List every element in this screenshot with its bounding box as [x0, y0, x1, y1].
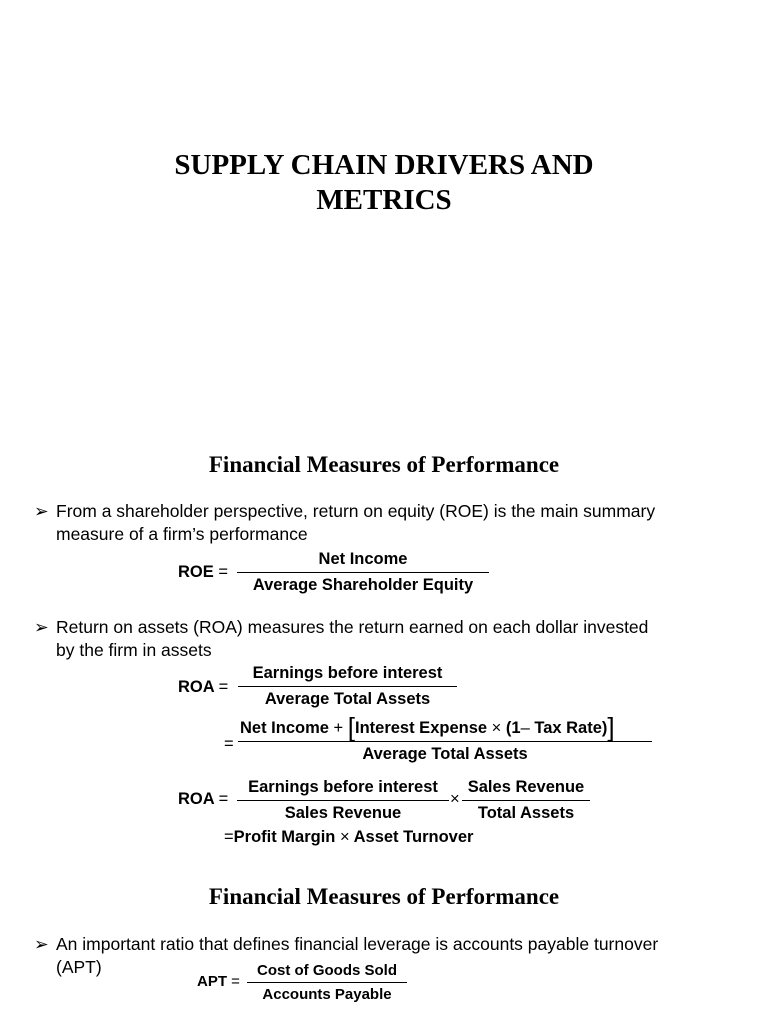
apt-denominator: Accounts Payable — [262, 986, 392, 1003]
roa2-tax-rate: Tax Rate) — [534, 719, 608, 737]
roa-formula-4 — [224, 828, 473, 847]
roa3-fraction-2 — [462, 778, 590, 823]
bullet-apt-line1: An important ratio that defines financial leverage is accounts payable turnover — [56, 934, 659, 954]
bullet-roe-line2: measure of a firm’s performance — [56, 524, 308, 544]
roa-fraction-1 — [238, 664, 457, 709]
roa3-frac1-numerator: Earnings before interest — [248, 778, 438, 796]
roa3-frac2-numerator: Sales Revenue — [467, 778, 585, 796]
roa-formula-2 — [224, 712, 754, 783]
roa4-times: × — [339, 828, 350, 846]
roa-label: ROA — [178, 678, 215, 696]
roe-formula — [178, 550, 758, 610]
apt-equals: = — [231, 973, 240, 990]
bullet-roa-line1: Return on assets (ROA) measures the return earned on each dollar invested — [56, 617, 649, 637]
apt-numerator: Cost of Goods Sold — [257, 962, 397, 979]
roa-numerator-1: Earnings before interest — [252, 664, 443, 682]
roa2-net-income: Net Income — [240, 719, 329, 737]
roa3-equals: = — [218, 790, 229, 808]
roa-fraction-2 — [238, 712, 652, 764]
roe-denominator: Average Shareholder Equity — [252, 576, 474, 594]
roa3-times: × — [450, 790, 460, 808]
apt-label: APT — [197, 973, 227, 990]
slide-title — [0, 148, 768, 218]
section-heading-2: Financial Measures of Performance — [208, 884, 560, 909]
slide-title-line2: METRICS — [316, 184, 452, 216]
roa3-fraction-1 — [237, 778, 449, 823]
roa3-frac1-denominator: Sales Revenue — [284, 804, 402, 822]
bullet-arrow-icon: ➢ — [34, 617, 49, 637]
bullet-roa — [34, 616, 744, 662]
roe-label: ROE — [178, 563, 214, 581]
bullet-roa-line2: by the firm in assets — [56, 640, 212, 660]
bullet-roe — [34, 500, 744, 546]
roa2-interest-expense: Interest Expense — [355, 719, 488, 737]
apt-fraction — [247, 962, 407, 1003]
roe-fraction — [237, 550, 489, 595]
section-heading-1: Financial Measures of Performance — [208, 452, 560, 477]
roa4-equals: = — [224, 828, 234, 846]
bullet-arrow-icon: ➢ — [34, 501, 49, 521]
roe-numerator: Net Income — [318, 550, 408, 568]
roa2-minus: – — [520, 719, 530, 737]
roa2-equals: = — [224, 735, 234, 753]
roa-denominator-1: Average Total Assets — [264, 690, 431, 708]
roa3-frac2-denominator: Total Assets — [477, 804, 575, 822]
bullet-roe-line1: From a shareholder perspective, return on equity (ROE) is the main summary — [56, 501, 656, 521]
slide-title-line1: SUPPLY CHAIN DRIVERS AND — [174, 149, 594, 181]
roa2-left-bracket: [ — [347, 712, 355, 742]
bullet-apt-line2: (APT) — [56, 957, 102, 977]
roe-equals: = — [218, 563, 228, 581]
roa4-profit-margin: Profit Margin — [233, 828, 336, 846]
roa-equals: = — [218, 678, 229, 696]
roa2-one: (1 — [505, 719, 521, 737]
roa2-times: × — [491, 719, 502, 737]
roa2-plus: + — [333, 719, 344, 737]
bullet-arrow-icon: ➢ — [34, 934, 49, 954]
roa3-label: ROA — [178, 790, 215, 808]
roa4-asset-turnover: Asset Turnover — [353, 828, 474, 846]
roa2-right-bracket: ] — [607, 712, 615, 742]
apt-formula — [197, 962, 597, 1017]
roa2-denominator: Average Total Assets — [362, 745, 528, 763]
